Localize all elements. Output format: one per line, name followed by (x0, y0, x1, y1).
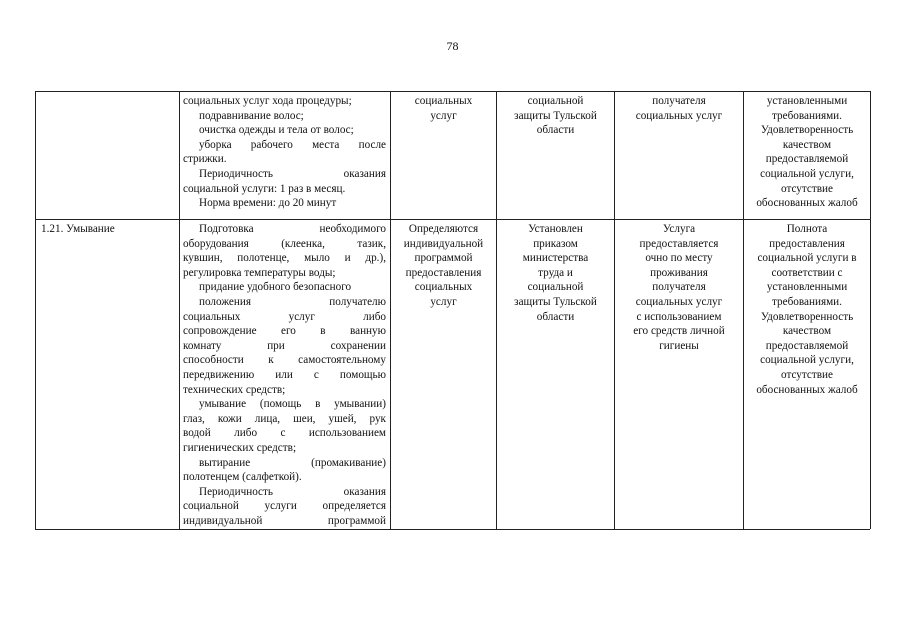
text-line: гигиены (659, 339, 699, 352)
text-line: социальной услуги: 1 раз в месяц. (183, 182, 346, 195)
text-line: защиты Тульской (514, 295, 597, 308)
text-line: услуг (430, 109, 457, 122)
table-bottom-border (35, 529, 870, 530)
text-line: индивидуальной (403, 237, 484, 250)
text-line: проживания (650, 266, 708, 279)
text-line: социальных услуг либо (183, 310, 386, 323)
column-border (870, 91, 871, 529)
text-line: социальной услуги, (760, 354, 854, 367)
text-line: очистка одежды и тела от волос; (199, 124, 354, 137)
column-border (390, 91, 391, 529)
text-line: требованиями. (772, 295, 842, 308)
text-line: услуг (430, 295, 457, 308)
text-line: требованиями. (772, 109, 842, 122)
row2-service-name (41, 222, 177, 237)
text-line: полотенцем (салфеткой). (183, 471, 302, 484)
text-line: подравнивание волос; (199, 109, 304, 122)
text-line: вытирание (промакивание) (199, 456, 386, 469)
text-line: социальных (414, 281, 473, 294)
table-top-border (35, 91, 870, 92)
text-line: соответствии с (771, 266, 843, 279)
row-divider (35, 219, 870, 220)
text-line: обоснованных жалоб (756, 383, 858, 396)
text-line: Полнота (786, 223, 828, 235)
text-line: социальной услуги, (760, 167, 854, 180)
text-line: глаз, кожи лица, шеи, ушей, рук (183, 412, 386, 425)
text-line: предоставления (405, 266, 482, 279)
text-line: приказом (533, 237, 578, 250)
text-line: получателя (652, 281, 706, 294)
text-line: установленными (766, 281, 848, 294)
text-line: социальной (527, 95, 584, 107)
text-line: качеством (782, 325, 832, 338)
text-line: области (536, 310, 575, 323)
text-line: стрижки. (183, 153, 227, 166)
text-line: установленными (766, 95, 848, 107)
column-border (179, 91, 180, 529)
text-line: получателя (652, 95, 706, 107)
text-line: придание удобного безопасного (199, 281, 352, 294)
text-line: способности к самостоятельному (183, 354, 386, 367)
column-border (35, 91, 36, 529)
row1-tariff (497, 94, 614, 138)
text-line: Услуга (662, 223, 696, 235)
row1-conditions (615, 94, 743, 123)
text-line: Периодичность оказания (199, 485, 386, 498)
text-line: социальной услуги определяется (183, 500, 386, 513)
row1-indicators (744, 94, 870, 211)
text-line: предоставляемой (765, 153, 849, 166)
text-line: уборка рабочего места после (199, 138, 386, 151)
row1-description (183, 94, 386, 211)
text-line: передвижению или с помощью (183, 368, 386, 381)
row2-description (183, 222, 386, 528)
text-line: комнату при сохранении (183, 339, 386, 352)
text-line: министерства (522, 252, 589, 265)
text-line: положения получателю (199, 295, 386, 308)
text-line: с использованием (636, 310, 722, 323)
text-line: сопровождение его в ванную (183, 325, 386, 338)
page-number: 78 (446, 39, 459, 53)
text-line: 1.21. Умывание (41, 223, 115, 235)
text-line: предоставляемой (765, 339, 849, 352)
text-line: отсутствие (781, 182, 833, 195)
text-line: технических средств; (183, 383, 286, 396)
text-line: отсутствие (781, 368, 833, 381)
text-line: индивидуальной программой (183, 514, 386, 527)
text-line: Определяются (408, 223, 479, 235)
text-line: предоставления (769, 237, 845, 250)
text-line: кувшин, полотенце, мыло и др.), (183, 252, 386, 265)
row2-indicators (744, 222, 870, 397)
text-line: регулировка температуры воды; (183, 266, 336, 279)
text-line: программой (414, 252, 473, 265)
text-line: водой либо с использованием (183, 427, 386, 440)
text-line: социальных услуг (635, 295, 723, 308)
text-line: очно по месту (645, 252, 713, 265)
text-line: социальной услуги в (757, 252, 857, 265)
row1-volume (391, 94, 496, 123)
text-line: Норма времени: до 20 минут (199, 197, 337, 210)
text-line: Установлен (528, 223, 583, 235)
text-line: гигиенических средств; (183, 441, 297, 454)
row2-volume (391, 222, 496, 310)
text-line: качеством (782, 138, 832, 151)
text-line: оборудования (клеенка, тазик, (183, 237, 386, 250)
text-line: Удовлетворенность (760, 310, 854, 323)
text-line: области (536, 124, 575, 137)
text-line: Удовлетворенность (760, 124, 854, 137)
text-line: его средств личной (633, 325, 725, 338)
text-line: труда и (538, 266, 573, 279)
row2-conditions (615, 222, 743, 353)
text-line: обоснованных жалоб (756, 197, 858, 210)
text-line: умывание (помощь в умывании) (199, 398, 386, 411)
text-line: социальных (414, 95, 473, 107)
text-line: социальной (527, 281, 584, 294)
text-line: социальных услуг хода процедуры; (183, 95, 352, 107)
text-line: предоставляется (639, 237, 719, 250)
text-line: Периодичность оказания (199, 167, 386, 180)
text-line: социальных услуг (635, 109, 723, 122)
text-line: Подготовка необходимого (199, 223, 386, 235)
text-line: защиты Тульской (514, 109, 597, 122)
row2-tariff (497, 222, 614, 324)
